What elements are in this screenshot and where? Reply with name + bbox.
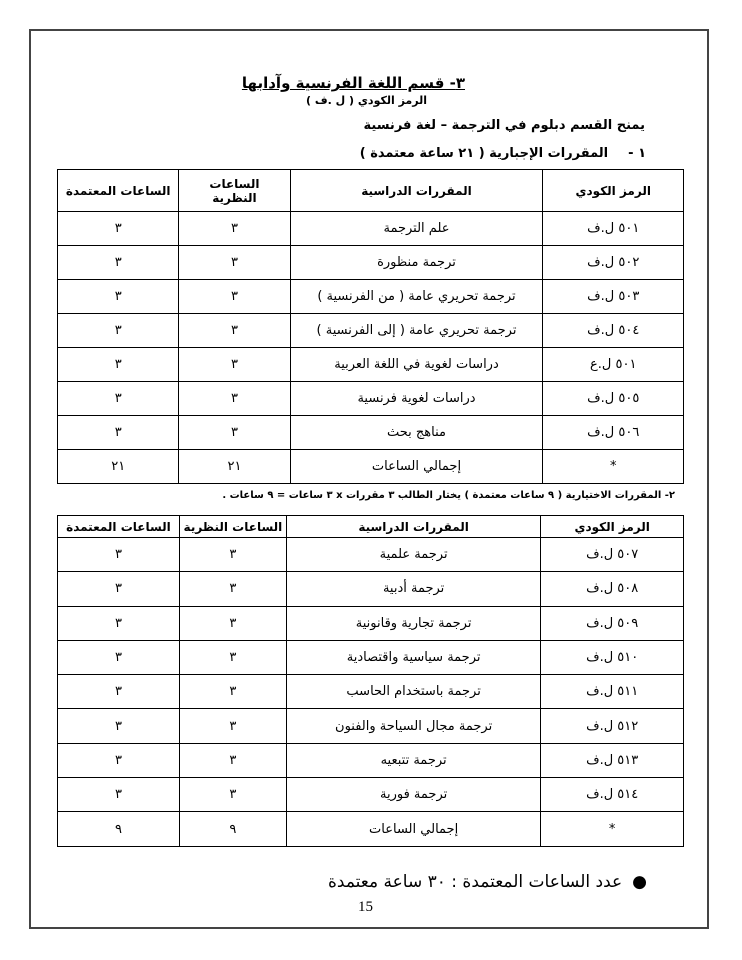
course-code: ٥١٣ ل.ف (541, 743, 684, 777)
column-header: المقررات الدراسية (290, 170, 543, 212)
column-header: الساعات المعتمدة (58, 516, 180, 538)
credit-hours: ٣ (58, 246, 179, 280)
course-title: ترجمة تحريري عامة ( من الفرنسية ) (290, 280, 543, 314)
table-header-row (58, 170, 684, 212)
course-title: ترجمة أدبية (286, 572, 540, 606)
course-code: ٥٠١ ل.ع (543, 348, 684, 382)
credit-hours: ٣ (58, 572, 180, 606)
theory-hours: ٣ (179, 416, 290, 450)
course-title: دراسات لغوية فرنسية (290, 382, 543, 416)
table-row (58, 675, 684, 709)
department-code: الرمز الكودي ( ل .ف ) (305, 94, 427, 107)
theory-hours: ٣ (179, 538, 286, 572)
credit-hours: ٣ (58, 212, 179, 246)
table-row (58, 640, 684, 674)
course-code: ٥١٠ ل.ف (541, 640, 684, 674)
course-title: ترجمة سياسية واقتصادية (286, 640, 540, 674)
credit-hours: ٣ (58, 709, 180, 743)
course-code: ٥٠٤ ل.ف (543, 314, 684, 348)
table-row (58, 416, 684, 450)
table-row (58, 280, 684, 314)
course-code: ٥١٢ ل.ف (541, 709, 684, 743)
course-title: ترجمة فورية (286, 778, 540, 812)
summary-bullet (328, 872, 647, 892)
course-title: ترجمة تجارية وقانونية (286, 606, 540, 640)
course-code: ٥٠٧ ل.ف (541, 538, 684, 572)
total-theory-hours: ٩ (179, 812, 286, 846)
bullet-icon: ● (632, 872, 647, 892)
theory-hours: ٣ (179, 246, 290, 280)
table-row (58, 778, 684, 812)
credit-hours: ٣ (58, 743, 180, 777)
credit-hours: ٣ (58, 538, 180, 572)
column-header: الساعات النظرية (179, 516, 286, 538)
credit-hours: ٣ (58, 382, 179, 416)
page-number: 15 (358, 899, 373, 915)
elective-heading: ٢- المقررات الاختيارية ( ٩ ساعات معتمدة ) يختار الطالب ٣ مقررات x ٣ ساعات = ٩ ساعات . (222, 490, 675, 501)
total-row (58, 450, 684, 484)
theory-hours: ٣ (179, 280, 290, 314)
column-header: الرمز الكودي (543, 170, 684, 212)
course-title: ترجمة تتبعيه (286, 743, 540, 777)
theory-hours: ٣ (179, 709, 286, 743)
table-row (58, 743, 684, 777)
table-row (58, 606, 684, 640)
credit-hours: ٣ (58, 314, 179, 348)
credit-hours: ٣ (58, 675, 180, 709)
credit-hours: ٣ (58, 348, 179, 382)
course-title: ترجمة منظورة (290, 246, 543, 280)
column-header: المقررات الدراسية (286, 516, 540, 538)
course-code: ٥٠٥ ل.ف (543, 382, 684, 416)
column-header: الساعات النظرية (179, 170, 290, 212)
elective-courses-table (57, 515, 684, 847)
table-header-row (58, 516, 684, 538)
total-credit-hours: ٩ (58, 812, 180, 846)
theory-hours: ٣ (179, 606, 286, 640)
course-title: مناهج بحث (290, 416, 543, 450)
compulsory-number: ١ - (628, 146, 646, 161)
table-row (58, 572, 684, 606)
theory-hours: ٣ (179, 348, 290, 382)
column-header: الرمز الكودي (541, 516, 684, 538)
theory-hours: ٣ (179, 572, 286, 606)
course-title: علم الترجمة (290, 212, 543, 246)
compulsory-heading-text: المقررات الإجبارية ( ٢١ ساعة معتمدة ) (359, 146, 609, 161)
theory-hours: ٣ (179, 314, 290, 348)
compulsory-heading (360, 146, 646, 161)
course-code: ٥٠٢ ل.ف (543, 246, 684, 280)
total-marker: * (543, 450, 684, 484)
theory-hours: ٣ (179, 382, 290, 416)
table-row (58, 246, 684, 280)
course-title: ترجمة مجال السياحة والفنون (286, 709, 540, 743)
column-header: الساعات المعتمدة (58, 170, 179, 212)
theory-hours: ٣ (179, 675, 286, 709)
total-label: إجمالي الساعات (290, 450, 543, 484)
total-label: إجمالي الساعات (286, 812, 540, 846)
course-title: دراسات لغوية في اللغة العربية (290, 348, 543, 382)
table-row (58, 709, 684, 743)
table-row (58, 382, 684, 416)
course-code: ٥٠١ ل.ف (543, 212, 684, 246)
course-title: ترجمة باستخدام الحاسب (286, 675, 540, 709)
total-credit-hours: ٢١ (58, 450, 179, 484)
course-code: ٥٠٩ ل.ف (541, 606, 684, 640)
credit-hours: ٣ (58, 778, 180, 812)
theory-hours: ٣ (179, 212, 290, 246)
department-title: ٣- قسم اللغة الفرنسية وآدابها (241, 74, 465, 92)
course-title: ترجمة علمية (286, 538, 540, 572)
total-marker: * (541, 812, 684, 846)
credit-hours: ٣ (58, 416, 179, 450)
total-theory-hours: ٢١ (179, 450, 290, 484)
table-row (58, 314, 684, 348)
diploma-statement: يمنح القسم دبلوم في الترجمة – لغة فرنسية (363, 118, 645, 133)
theory-hours: ٣ (179, 640, 286, 674)
compulsory-courses-table (57, 169, 684, 484)
theory-hours: ٣ (179, 743, 286, 777)
course-code: ٥٠٦ ل.ف (543, 416, 684, 450)
course-code: ٥١١ ل.ف (541, 675, 684, 709)
theory-hours: ٣ (179, 778, 286, 812)
course-title: ترجمة تحريري عامة ( إلى الفرنسية ) (290, 314, 543, 348)
credit-hours: ٣ (58, 606, 180, 640)
credit-hours: ٣ (58, 280, 179, 314)
course-code: ٥٠٣ ل.ف (543, 280, 684, 314)
summary-text: عدد الساعات المعتمدة : ٣٠ ساعة معتمدة (328, 872, 623, 892)
course-code: ٥٠٨ ل.ف (541, 572, 684, 606)
table-row (58, 348, 684, 382)
total-row (58, 812, 684, 846)
table-row (58, 212, 684, 246)
course-code: ٥١٤ ل.ف (541, 778, 684, 812)
credit-hours: ٣ (58, 640, 180, 674)
table-row (58, 538, 684, 572)
